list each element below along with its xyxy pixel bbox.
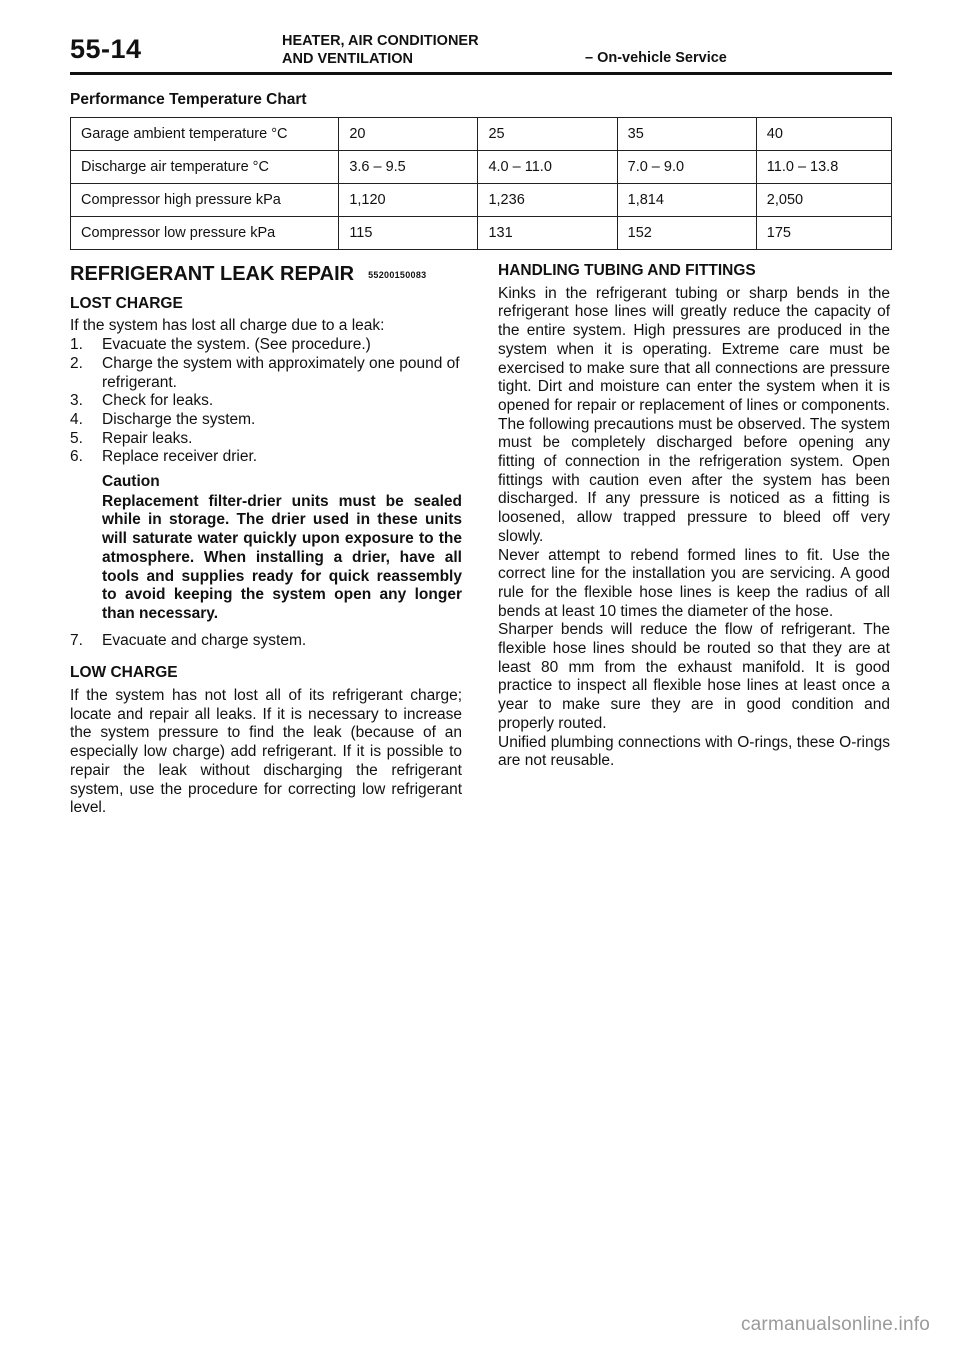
lost-charge-step-7 [70, 632, 462, 651]
value-cell: 4.0 – 11.0 [478, 151, 617, 184]
list-item [70, 355, 462, 392]
leak-repair-title: REFRIGERANT LEAK REPAIR [70, 263, 355, 285]
page-number: 55-14 [70, 34, 142, 64]
handling-heading: HANDLING TUBING AND FITTINGS [498, 262, 756, 279]
step-number: 7. [70, 631, 83, 649]
list-item [70, 430, 462, 449]
table-row [71, 151, 892, 184]
step-number: 5. [70, 429, 83, 447]
header-rule [70, 72, 892, 75]
list-item [70, 632, 462, 651]
step-text: Check for leaks. [102, 392, 214, 410]
value-cell: 35 [617, 118, 756, 151]
value-cell: 175 [756, 217, 891, 250]
value-cell: 3.6 – 9.5 [339, 151, 478, 184]
row-label-cell: Garage ambient temperature °C [71, 118, 339, 151]
table-row [71, 217, 892, 250]
caution-text: Replacement filter-drier units must be sealed while in storage. The drier used in these units will saturate water quickly upon exposure to the atmosphere. When installing a drier, have all tools and supplies ready for quick reassembly to avoid keeping the system open any longer than necessary. [102, 492, 462, 622]
handling-para-4: Unified plumbing connections with O-rings, these O-rings are not reusable. [498, 733, 890, 770]
low-charge-heading: LOW CHARGE [70, 664, 178, 682]
handling-para-2: Never attempt to rebend formed lines to fit. Use the correct line for the installation you are servicing. A good rule for the flexible hose lines is keep the radius of all bends at least 10 times the diameter of the hose. [498, 546, 890, 620]
step-text: Evacuate the system. (See procedure.) [102, 336, 371, 354]
caution-title: Caution [102, 473, 160, 491]
list-item [70, 336, 462, 355]
step-number: 2. [70, 354, 83, 372]
value-cell: 1,814 [617, 184, 756, 217]
step-text: Replace receiver drier. [102, 448, 258, 466]
value-cell: 1,120 [339, 184, 478, 217]
leak-repair-code: 55200150083 [368, 269, 427, 280]
handling-para-3: Sharper bends will reduce the flow of refrigerant. The flexible hose lines should be routed so that they are at least 80 mm from the exhaust manifold. It is good practice to inspect all flexible hose lines at least once a year to make sure they are in good condition and properly routed. [498, 621, 890, 732]
step-number: 4. [70, 410, 83, 428]
value-cell: 7.0 – 9.0 [617, 151, 756, 184]
lost-charge-heading: LOST CHARGE [70, 294, 183, 312]
right-column [498, 262, 890, 771]
step-number: 6. [70, 448, 83, 466]
step-text: Charge the system with approximately one pound of refrigerant. [102, 354, 460, 391]
section-title: – On-vehicle Service [585, 50, 727, 66]
list-item [70, 448, 462, 467]
chapter-title-line2: AND VENTILATION [282, 51, 414, 67]
handling-para-1: Kinks in the refrigerant tubing or sharp bends in the refrigerant hose lines will greatly reduce the capacity of the entire system. High pressures are produced in the system when it is operating. Extreme care must be exercised to make sure that all connections are pressure tight. Dirt and moisture can enter the system when it is opened for repair or replacement of lines or components. The following precautions must be observed. The system must be completely discharged before opening any fitting of connection in the refrigeration system. Open fittings with caution even after the system has been discharged. If any pressure is noticed as a fitting is loosened, allow trapped pressure to bleed off very slowly. [498, 284, 890, 545]
value-cell: 1,236 [478, 184, 617, 217]
lost-charge-steps [70, 336, 462, 467]
value-cell: 115 [339, 217, 478, 250]
row-label-cell: Compressor low pressure kPa [71, 217, 339, 250]
value-cell: 2,050 [756, 184, 891, 217]
left-column [70, 262, 462, 818]
list-item [70, 411, 462, 430]
value-cell: 20 [339, 118, 478, 151]
chapter-title-line1: HEATER, AIR CONDITIONER [282, 33, 479, 49]
step-text: Evacuate and charge system. [102, 631, 307, 649]
performance-temperature-table [70, 117, 892, 250]
lost-charge-intro: If the system has lost all charge due to a leak: [70, 317, 385, 335]
step-number: 3. [70, 392, 83, 410]
list-item [70, 392, 462, 411]
value-cell: 40 [756, 118, 891, 151]
value-cell: 131 [478, 217, 617, 250]
table-row [71, 118, 892, 151]
step-text: Discharge the system. [102, 410, 256, 428]
table-row [71, 184, 892, 217]
value-cell: 152 [617, 217, 756, 250]
low-charge-text: If the system has not lost all of its refrigerant charge; locate and repair all leaks. If it is necessary to increase the system pressure to find the leak (because of an especially low charge) add refrigerant. If it is possible to repair the leak without discharging the refrigerant system, use the procedure for correcting low refrigerant level. [70, 687, 462, 817]
row-label-cell: Discharge air temperature °C [71, 151, 339, 184]
row-label-cell: Compressor high pressure kPa [71, 184, 339, 217]
caution-block [102, 473, 462, 624]
page-header [70, 30, 892, 74]
watermark: carmanualsonline.info [740, 1314, 930, 1335]
step-text: Repair leaks. [102, 429, 193, 447]
step-number: 1. [70, 336, 83, 354]
chart-title: Performance Temperature Chart [70, 91, 307, 108]
value-cell: 11.0 – 13.8 [756, 151, 891, 184]
value-cell: 25 [478, 118, 617, 151]
chapter-title [282, 32, 479, 68]
leak-repair-heading [70, 262, 462, 287]
